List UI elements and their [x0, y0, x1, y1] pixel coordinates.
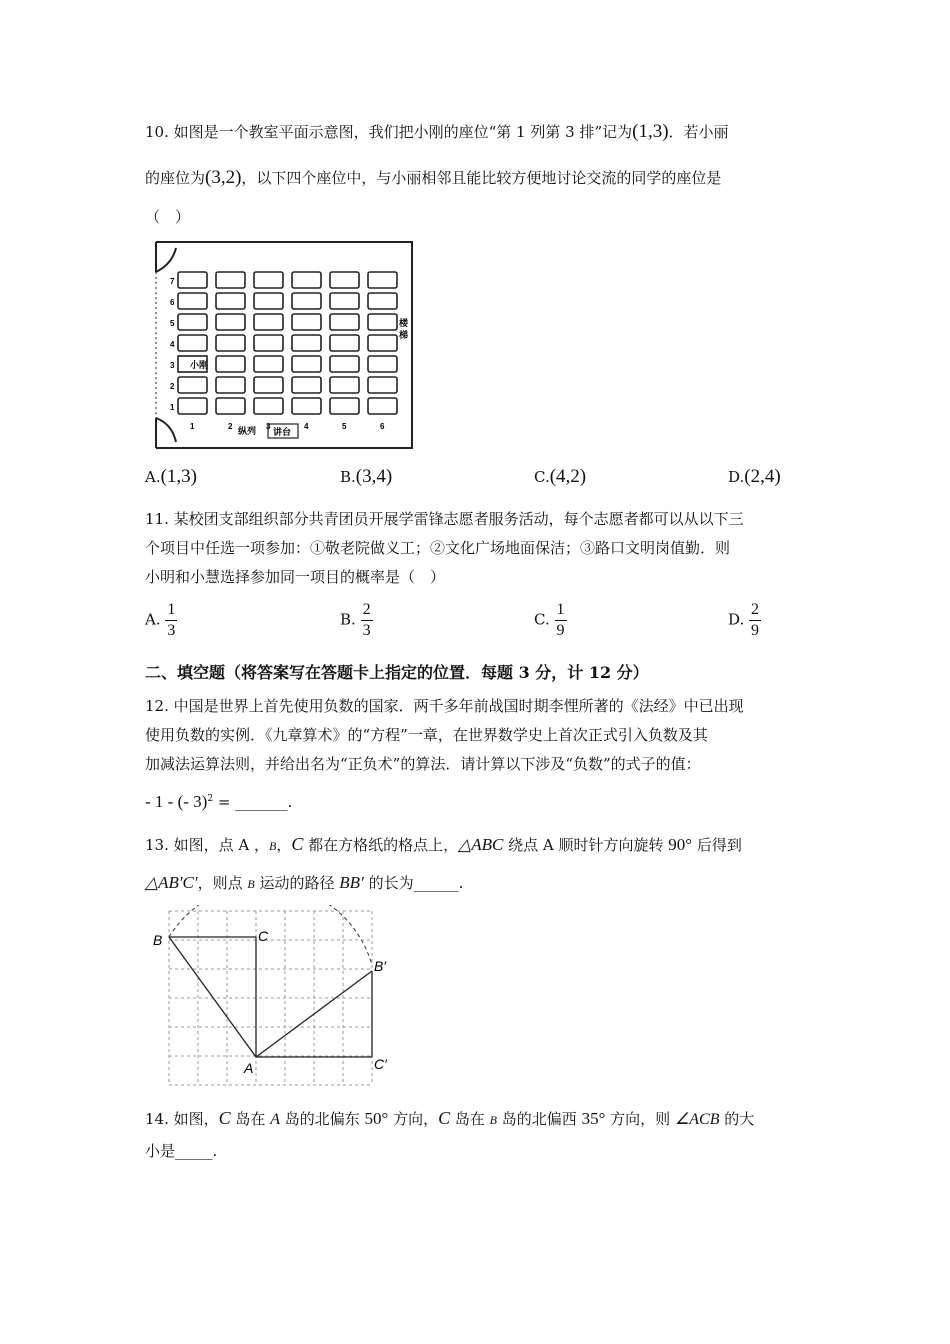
numerator: 2	[749, 600, 761, 621]
seat	[254, 314, 283, 330]
q13-triangle-2: △AB′C′	[145, 873, 198, 892]
fraction	[749, 600, 761, 641]
exponent: 2	[207, 794, 214, 804]
stairs-label-2: 梯	[399, 330, 409, 340]
label-a: A	[244, 1060, 254, 1076]
seat-xiaogang: 小刚	[190, 360, 209, 370]
seat	[254, 293, 283, 309]
q12-line3: 加减法运算法则，并给出名为“正负术”的算法．请计算以下涉及“负数”的式子的值：	[145, 755, 701, 773]
q10-coord-1: (1,3)	[632, 121, 669, 142]
q14-angle: 50°	[364, 1109, 389, 1128]
q13-text: 13. 如图，点 A ，	[145, 836, 269, 854]
option-letter: C.	[534, 468, 550, 486]
q11-line2: 个项目中任选一项参加：①敬老院做义工；②文化广场地面保洁；③路口文明岗值勤．则	[145, 539, 731, 557]
column-number: 2	[228, 422, 233, 431]
seat	[368, 377, 397, 393]
option-letter: D.	[728, 468, 745, 486]
label-b: B	[153, 932, 163, 948]
option-letter: C.	[534, 610, 550, 629]
q14-text: 方向，则	[605, 1110, 675, 1128]
seat	[254, 335, 283, 351]
seat	[216, 314, 245, 330]
option-value: (1,3)	[160, 466, 198, 487]
row-label: 7	[170, 277, 175, 286]
fraction	[555, 600, 567, 641]
q13-point-b: B	[269, 839, 277, 853]
denominator: 9	[751, 622, 760, 639]
q14-point: A	[270, 1111, 280, 1128]
seat	[368, 314, 397, 330]
q13-text: ，	[276, 836, 292, 854]
seat	[216, 398, 245, 414]
numerator: 1	[555, 600, 567, 621]
q12-line1: 12. 中国是世界上首先使用负数的国家．两千多年前战国时期李悝所著的《法经》中已出现	[145, 697, 744, 715]
row-label: 1	[170, 403, 175, 412]
arc-bb1	[169, 905, 372, 965]
q11-option-d[interactable]	[728, 600, 761, 641]
seat	[368, 335, 397, 351]
seat	[292, 272, 321, 288]
q13-text: 绕点 A 顺时针方向旋转	[503, 836, 669, 854]
q10-line1	[145, 121, 729, 143]
q10-text-2a: 的座位为	[145, 169, 206, 187]
q14-point: C	[218, 1108, 231, 1128]
seat	[178, 377, 207, 393]
seat	[292, 314, 321, 330]
option-letter: A.	[145, 610, 161, 629]
seat	[178, 314, 207, 330]
q14-text: 方向，	[388, 1110, 439, 1128]
q13-text: 的长为______.	[363, 874, 464, 892]
seat	[292, 377, 321, 393]
seat	[254, 398, 283, 414]
option-value: (3,4)	[355, 466, 393, 487]
seat	[216, 272, 245, 288]
q14-text: 岛的北偏东	[279, 1110, 365, 1128]
label-c1: C′	[374, 1056, 387, 1072]
q10-text-1b: ．若小丽	[668, 123, 729, 141]
q10-option-d[interactable]	[728, 466, 781, 488]
seat	[178, 398, 207, 414]
segment-ab	[169, 937, 256, 1057]
seat	[330, 314, 359, 330]
seat	[330, 377, 359, 393]
q14-point: B	[489, 1113, 498, 1127]
rotation-figure	[150, 905, 390, 1090]
row-label: 4	[170, 340, 175, 349]
label-b1: B′	[374, 958, 386, 974]
denominator: 9	[556, 622, 565, 639]
q10-coord-2: (3,2)	[205, 167, 242, 188]
option-value: (4,2)	[549, 466, 587, 487]
seat	[216, 377, 245, 393]
q11-option-c[interactable]	[534, 600, 567, 641]
section-heading: 二、填空题（将答案写在答题卡上指定的位置．每题 3 分，计 12 分）	[145, 663, 649, 682]
q12-line2: 使用负数的实例．《九章算术》的“方程”一章，在世界数学史上首次正式引入负数及其	[145, 726, 708, 744]
q13-line2	[145, 872, 463, 895]
q10-option-b[interactable]	[340, 466, 392, 488]
numerator: 1	[165, 600, 177, 621]
q14-text: 的大	[719, 1110, 755, 1128]
q13-arc: BB′	[339, 873, 364, 892]
seat	[330, 398, 359, 414]
q10-line3: （ ）	[145, 208, 191, 226]
seat	[216, 335, 245, 351]
column-number: 1	[190, 422, 195, 431]
seat	[330, 335, 359, 351]
option-value: (2,4)	[744, 466, 781, 487]
column-number: 6	[380, 422, 385, 431]
q13-point-b: B	[247, 877, 255, 891]
seat	[330, 272, 359, 288]
q11-line3: 小明和小慧选择参加同一项目的概率是（ ）	[145, 568, 446, 586]
q14-text: 岛在	[230, 1110, 271, 1128]
option-letter: B.	[340, 610, 356, 629]
denominator: 3	[362, 622, 371, 639]
q13-text: 后得到	[692, 836, 742, 854]
q14-text: 岛在	[450, 1110, 490, 1128]
seat	[368, 272, 397, 288]
q12-expression	[145, 788, 292, 813]
q10-option-c[interactable]	[534, 466, 586, 488]
q13-angle: 90°	[668, 835, 693, 854]
seat	[368, 293, 397, 309]
q13-text: ，则点	[197, 874, 248, 892]
row-label: 5	[170, 319, 175, 328]
stairs-label: 楼	[399, 318, 409, 328]
fraction	[165, 600, 177, 641]
column-number: 3	[266, 422, 271, 431]
q13-point-c: C	[291, 834, 304, 854]
seat	[178, 335, 207, 351]
q14-point: C	[438, 1108, 451, 1128]
podium-label: 讲台	[273, 427, 292, 437]
seat	[368, 356, 397, 372]
row-label: 3	[170, 361, 175, 370]
q14-line2: 小是_____.	[145, 1142, 218, 1160]
q14-line1	[145, 1107, 754, 1131]
seat	[292, 335, 321, 351]
q14-angle-acb: ∠ACB	[674, 1111, 720, 1128]
column-label: 纵列	[238, 426, 257, 436]
q14-angle: 35°	[581, 1109, 606, 1128]
q14-text: 14. 如图，	[145, 1110, 219, 1128]
q11-option-b[interactable]	[340, 600, 373, 641]
classroom-figure	[150, 238, 415, 450]
numerator: 2	[361, 600, 373, 621]
q10-line2	[145, 167, 721, 189]
seat	[254, 356, 283, 372]
seat	[254, 272, 283, 288]
seat	[292, 398, 321, 414]
q13-text: 运动的路径	[254, 874, 340, 892]
seat	[368, 398, 397, 414]
option-letter: B.	[340, 468, 356, 486]
row-label: 6	[170, 298, 175, 307]
q10-option-a[interactable]	[145, 466, 197, 488]
q10-text-1: 10. 如图是一个教室平面示意图，我们把小刚的座位“第 1 列第 3 排”记为	[145, 123, 633, 141]
fraction	[361, 600, 373, 641]
q11-line1: 11. 某校团支部组织部分共青团员开展学雷锋志愿者服务活动，每个志愿者都可以从以下三	[145, 510, 744, 528]
option-letter: D.	[728, 610, 745, 629]
seat	[216, 293, 245, 309]
seat	[330, 356, 359, 372]
q13-text: 都在方格纸的格点上，	[303, 836, 459, 854]
q14-text: 岛的北偏西	[497, 1110, 582, 1128]
q13-line1	[145, 833, 742, 857]
q10-text-2b: ，以下四个座位中，与小丽相邻且能比较方便地讨论交流的同学的座位是	[241, 169, 722, 187]
expression: - 1 - (- 3)	[145, 792, 208, 811]
seat	[292, 293, 321, 309]
column-number: 5	[342, 422, 347, 431]
seat	[178, 293, 207, 309]
answer-blank: = _______.	[213, 793, 293, 811]
seat	[216, 356, 245, 372]
q11-option-a[interactable]	[145, 600, 177, 641]
seat	[254, 377, 283, 393]
row-label: 2	[170, 382, 175, 391]
seat	[178, 272, 207, 288]
denominator: 3	[167, 622, 176, 639]
label-c: C	[258, 928, 269, 944]
option-letter: A.	[145, 468, 161, 486]
seat	[330, 293, 359, 309]
seat	[292, 356, 321, 372]
q13-triangle: △ABC	[458, 835, 504, 854]
column-number: 4	[304, 422, 309, 431]
